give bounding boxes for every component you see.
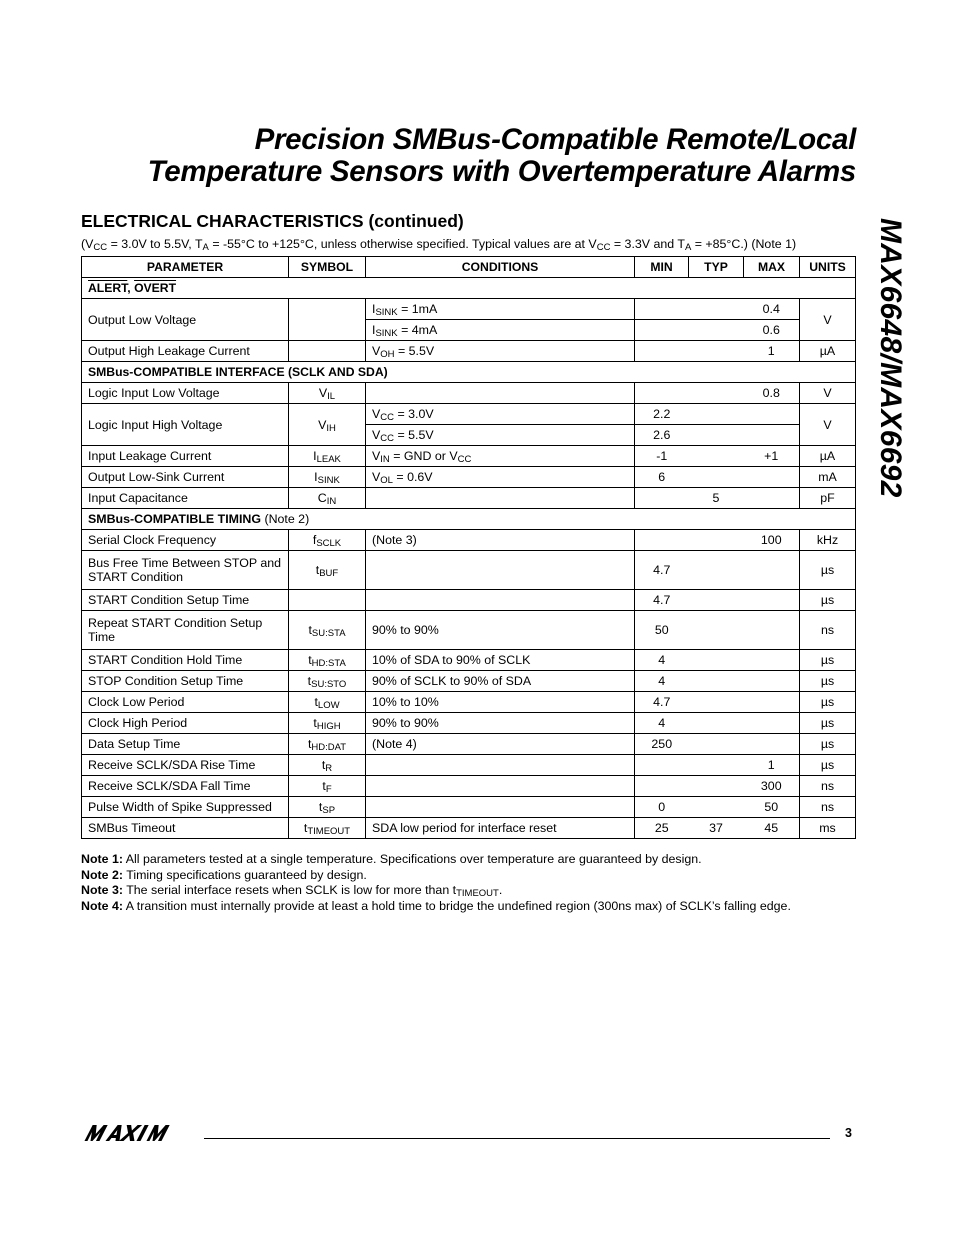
- header-units: UNITS: [800, 257, 856, 278]
- header-parameter: PARAMETER: [82, 257, 289, 278]
- electrical-characteristics-table: [81, 256, 856, 839]
- table-row: Logic Input High Voltage $V_{IH}$ $V_{CC} = 3.0V$ 2.2 V: [82, 404, 856, 425]
- header-conditions: CONDITIONS: [366, 257, 635, 278]
- table-row: Serial Clock Frequency $f_{SCLK}$ (Note 3) 100 kHz: [82, 530, 856, 551]
- document-title: [148, 124, 856, 188]
- page-number: 3: [845, 1126, 852, 1140]
- header-max: MAX: [744, 257, 800, 278]
- side-part-number: MAX6648/MAX6692: [874, 218, 907, 498]
- table-header-row: [82, 257, 856, 278]
- table-row: Repeat START Condition Setup Time $t_{SU:STA}$ 90% to 90% 50 ns: [82, 611, 856, 650]
- note-1: Note 1: All parameters tested at a single temperature. Specifications over temperature are guaranteed by design.: [81, 852, 702, 866]
- footer-rule: [204, 1138, 830, 1139]
- group-row-alert: ALERT, OVERT: [82, 278, 856, 299]
- table-row: Bus Free Time Between STOP and START Condition $t_{BUF}$ 4.7 µs: [82, 551, 856, 590]
- table-row: START Condition Hold Time $t_{HD:STA}$ 10% of SDA to 90% of SCLK 4 µs: [82, 650, 856, 671]
- table-row: STOP Condition Setup Time $t_{SU:STO}$ 90% of SCLK to 90% of SDA 4 µs: [82, 671, 856, 692]
- table-row: Output High Leakage Current $V_{OH} = 5.5V$ 1 µA: [82, 341, 856, 362]
- header-symbol: SYMBOL: [289, 257, 366, 278]
- maxim-logo-icon: [84, 1124, 192, 1142]
- table-row: Data Setup Time $t_{HD:DAT}$ (Note 4) 250 µs: [82, 734, 856, 755]
- group-row-timing: SMBus-COMPATIBLE TIMING (Note 2): [82, 509, 856, 530]
- group-row-interface: SMBus-COMPATIBLE INTERFACE (SCLK AND SDA): [82, 362, 856, 383]
- maxim-logo: [84, 1124, 192, 1147]
- table-row: Receive SCLK/SDA Rise Time $t_R$ 1 µs: [82, 755, 856, 776]
- table-row: SMBus Timeout $t_{TIMEOUT}$ SDA low period for interface reset 25 37 45 ms: [82, 818, 856, 839]
- table-row: Pulse Width of Spike Suppressed $t_{SP}$ 0 50 ns: [82, 797, 856, 818]
- header-typ: TYP: [689, 257, 744, 278]
- table-row: Output Low Voltage $I_{SINK} = 1mA$ 0.4 V: [82, 299, 856, 320]
- table-row: $I_{SINK} = 4mA$ 0.6: [82, 320, 856, 341]
- table-row: Input Capacitance $C_{IN}$ 5 pF: [82, 488, 856, 509]
- table-row: Logic Input Low Voltage $V_{IL}$ 0.8 V: [82, 383, 856, 404]
- table-row: $V_{CC} = 5.5V$ 2.6: [82, 425, 856, 446]
- title-line-2: Temperature Sensors with Overtemperature Alarms: [147, 155, 856, 188]
- table-row: Input Leakage Current $I_{LEAK}$ $V_{IN}$ = GND or $V_{CC}$ -1 +1 µA: [82, 446, 856, 467]
- table-row: START Condition Setup Time 4.7 µs: [82, 590, 856, 611]
- table-row: Clock Low Period $t_{LOW}$ 10% to 10% 4.7 µs: [82, 692, 856, 713]
- section-title: ELECTRICAL CHARACTERISTICS (continued): [81, 211, 464, 231]
- table-row: Output Low-Sink Current $I_{SINK}$ $V_{OL} = 0.6V$ 6 mA: [82, 467, 856, 488]
- conditions-line: ($V_{CC} = 3.0V$ to 5.5V, $T_A = -55^\circ C$ to +125°C, unless otherwise specified. Typical values are at $V_{CC} = 3.3V$ and $T_A = +85^\circ C$.) (Note 1): [81, 237, 797, 253]
- note-3: Note 3: The serial interface resets when SCLK is low for more than $t_{TIMEOUT}$.: [81, 883, 503, 899]
- table-row: Clock High Period $t_{HIGH}$ 90% to 90% 4 µs: [82, 713, 856, 734]
- header-min: MIN: [635, 257, 689, 278]
- title-line-1: Precision SMBus-Compatible Remote/Local: [254, 123, 856, 156]
- notes-block: [81, 852, 791, 914]
- note-4: Note 4: A transition must internally provide at least a hold time to bridge the undefined region (300ns max) of SCLK’s falling edge.: [81, 898, 791, 913]
- table-row: Receive SCLK/SDA Fall Time $t_F$ 300 ns: [82, 776, 856, 797]
- note-2: Note 2: Timing specifications guaranteed by design.: [81, 867, 367, 882]
